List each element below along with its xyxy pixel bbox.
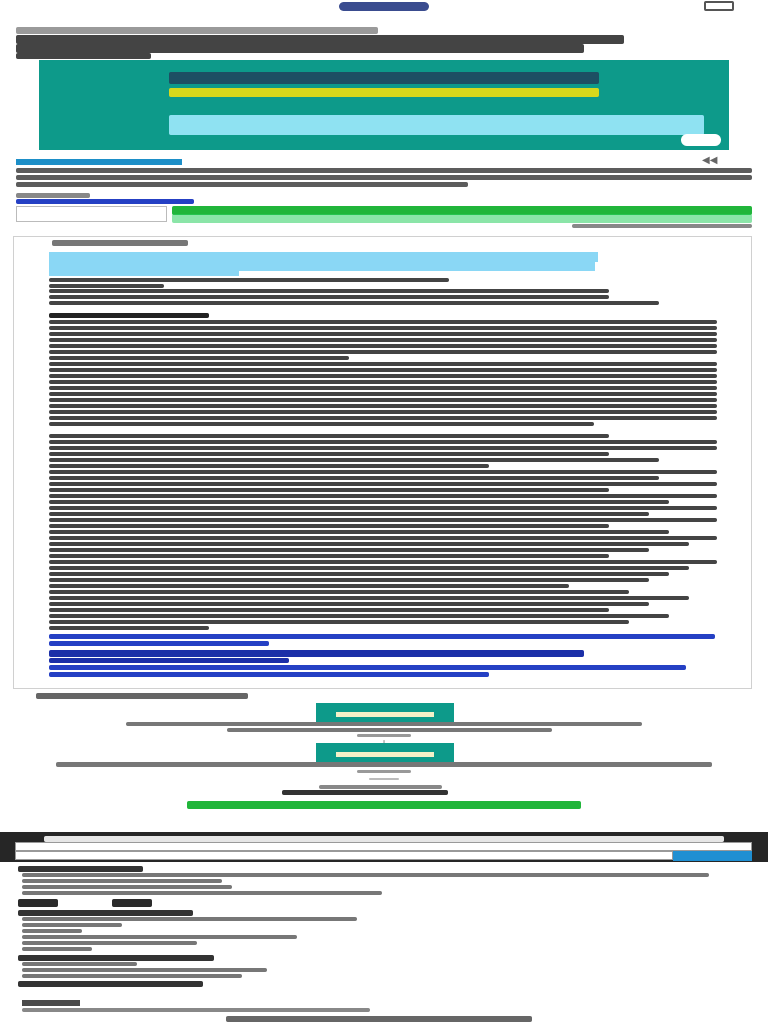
footer-service-heading: [18, 866, 143, 872]
footer-phone: [22, 885, 232, 889]
footer-category-link[interactable]: [22, 941, 197, 945]
description-highlight-title: [49, 271, 239, 276]
footer-company-info: [22, 1008, 370, 1012]
footer-category-link[interactable]: [22, 947, 92, 951]
quantity-select[interactable]: [16, 206, 167, 222]
banner-title-band: [169, 72, 599, 84]
description-link[interactable]: [49, 634, 715, 639]
description-highlight-title: [49, 252, 598, 262]
product-image: [39, 60, 729, 150]
facebook-icon[interactable]: [18, 899, 58, 907]
newsletter-submit-button[interactable]: [673, 851, 752, 861]
newsletter-name-input[interactable]: [15, 842, 752, 851]
whatsapp-buy-button[interactable]: [172, 214, 752, 223]
banner-subtitle-band: [169, 88, 599, 97]
footer-institutional-link[interactable]: [22, 968, 267, 972]
footer-category-link[interactable]: [22, 917, 357, 921]
combo-buy-button[interactable]: [187, 801, 581, 809]
footer-service-line: [22, 873, 709, 877]
description-tab[interactable]: [52, 240, 188, 246]
footer-institutional-link[interactable]: [22, 962, 137, 966]
discount-badge: [16, 159, 182, 165]
footer-email[interactable]: [22, 891, 382, 895]
combo-item-name[interactable]: [56, 762, 712, 767]
store-logo[interactable]: [339, 2, 429, 11]
availability-text: [572, 224, 752, 228]
combo-item-name[interactable]: [227, 728, 552, 732]
product-title-line: [16, 35, 624, 44]
newsletter-email-input[interactable]: [15, 851, 673, 860]
short-description-line: [16, 168, 752, 173]
footer-service-line: [22, 879, 222, 883]
footer-category-link[interactable]: [22, 929, 82, 933]
description-link[interactable]: [49, 641, 269, 646]
new-price: [16, 199, 194, 204]
short-description-line: [16, 182, 468, 187]
share-icon[interactable]: ◀◀: [702, 155, 718, 166]
top-bar: [0, 0, 768, 14]
footer-seals-heading: [18, 981, 203, 987]
printed-material-link[interactable]: [49, 650, 584, 657]
combo-new-total: [282, 790, 448, 795]
publisher-seal-icon: [681, 134, 721, 146]
whatsapp-contact-link[interactable]: [49, 672, 489, 677]
breadcrumb[interactable]: [16, 27, 378, 34]
combo-item-price: [357, 770, 411, 773]
product-title-line: [16, 53, 151, 59]
footer-institutional-link[interactable]: [22, 974, 242, 978]
printed-material-link[interactable]: [49, 658, 289, 663]
banner-subject-band: [169, 115, 704, 135]
footer-categories-heading: [18, 910, 193, 916]
combo-divider: [369, 778, 399, 780]
old-price: [16, 193, 90, 198]
instagram-icon[interactable]: [112, 899, 152, 907]
footer-category-link[interactable]: [22, 923, 122, 927]
powered-by[interactable]: [226, 1016, 532, 1022]
shopping-cart-icon[interactable]: [704, 1, 734, 11]
buy-together-heading: [36, 693, 248, 699]
description-highlight-title: [49, 262, 595, 271]
footer-category-link[interactable]: [22, 935, 297, 939]
footer-institutional-heading: [18, 955, 214, 961]
product-title-line: [16, 44, 584, 53]
combo-old-total: [319, 785, 442, 789]
short-description-line: [16, 175, 752, 180]
security-seal-icon: [22, 1000, 80, 1006]
combo-item-name[interactable]: [126, 722, 642, 726]
whatsapp-contact-link[interactable]: [49, 665, 686, 670]
